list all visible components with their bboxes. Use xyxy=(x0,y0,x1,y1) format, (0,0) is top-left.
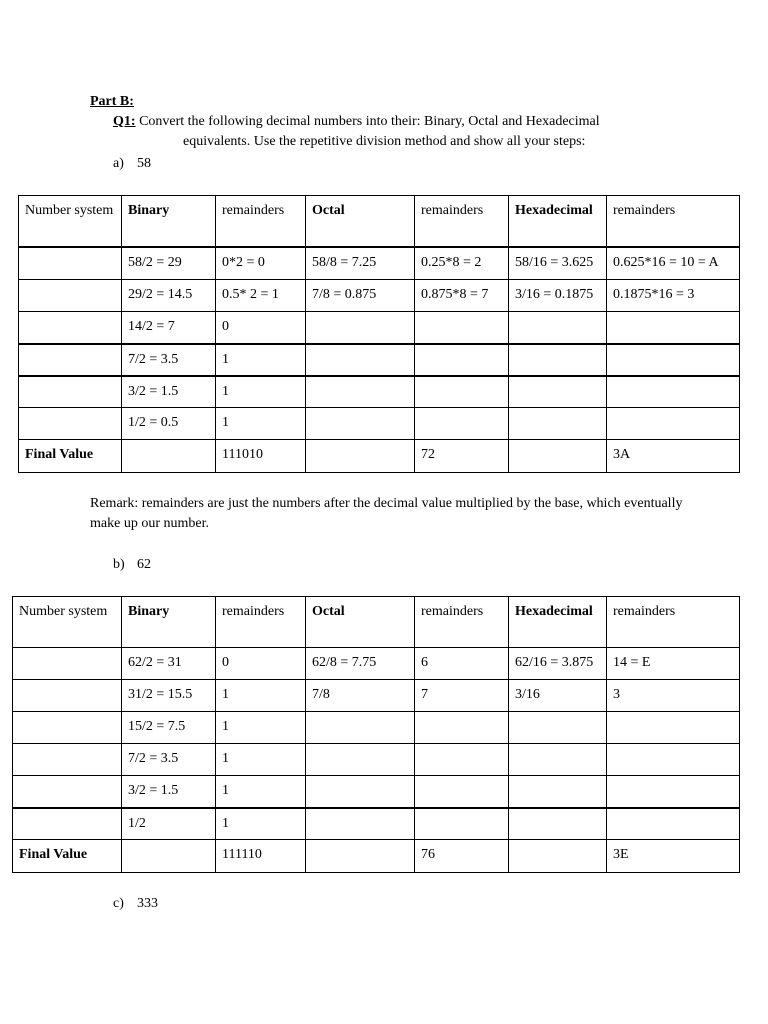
table-cell: 3 xyxy=(607,680,740,712)
subquestion-c xyxy=(113,896,158,912)
table-cell xyxy=(509,376,607,408)
octal-final-value: 76 xyxy=(415,840,509,873)
table-cell: 0 xyxy=(216,312,306,344)
table-cell xyxy=(607,808,740,840)
table-cell: 1 xyxy=(216,744,306,776)
table-cell xyxy=(415,408,509,440)
table-cell xyxy=(19,408,122,440)
table-cell xyxy=(19,312,122,344)
table-cell: 58/8 = 7.25 xyxy=(306,247,415,280)
subquestion-number: 62 xyxy=(137,557,151,572)
table-cell xyxy=(415,376,509,408)
table-cell: 14 = E xyxy=(607,648,740,680)
table-row xyxy=(13,712,740,744)
header-number-system: Number system xyxy=(19,196,122,247)
table-cell: 3/16 = 0.1875 xyxy=(509,280,607,312)
table-cell xyxy=(306,312,415,344)
table-cell xyxy=(509,312,607,344)
header-remainders: remainders xyxy=(415,597,509,648)
table-cell xyxy=(13,776,122,808)
table-cell: 1 xyxy=(216,344,306,376)
table-cell xyxy=(13,648,122,680)
table-row xyxy=(13,808,740,840)
table-cell xyxy=(415,312,509,344)
table-cell xyxy=(122,840,216,873)
table-row xyxy=(13,648,740,680)
subquestion-letter: a) xyxy=(113,156,124,171)
table-cell xyxy=(306,376,415,408)
table-cell xyxy=(306,712,415,744)
header-octal: Octal xyxy=(306,196,415,247)
table-row xyxy=(19,280,740,312)
table-cell xyxy=(19,344,122,376)
table-cell xyxy=(306,408,415,440)
table-cell xyxy=(19,376,122,408)
table-cell: 31/2 = 15.5 xyxy=(122,680,216,712)
table-cell xyxy=(607,712,740,744)
table-cell xyxy=(415,776,509,808)
remark-text: Remark: remainders are just the numbers after the decimal value multiplied by the base, which eventually make up our number. xyxy=(90,496,683,531)
subquestion-b xyxy=(113,557,151,573)
table-cell: 1 xyxy=(216,408,306,440)
table-cell: 0.25*8 = 2 xyxy=(415,247,509,280)
final-value-label: Final Value xyxy=(19,440,122,473)
table-cell: 1 xyxy=(216,712,306,744)
table-cell xyxy=(122,440,216,473)
table-cell: 1 xyxy=(216,376,306,408)
table-cell: 3/16 xyxy=(509,680,607,712)
question-text-1: Convert the following decimal numbers into their: Binary, Octal and Hexadecimal xyxy=(135,114,600,129)
table-cell xyxy=(415,344,509,376)
table-cell xyxy=(306,776,415,808)
table-cell: 0*2 = 0 xyxy=(216,247,306,280)
binary-final-value: 111110 xyxy=(216,840,306,873)
binary-final-value: 111010 xyxy=(216,440,306,473)
table-cell: 58/2 = 29 xyxy=(122,247,216,280)
table-cell: 7/8 = 0.875 xyxy=(306,280,415,312)
table-row xyxy=(19,408,740,440)
subquestion-number: 58 xyxy=(137,156,151,171)
header-binary: Binary xyxy=(122,196,216,247)
table-cell xyxy=(415,712,509,744)
table-cell xyxy=(607,744,740,776)
header-remainders: remainders xyxy=(216,196,306,247)
table-cell xyxy=(509,744,607,776)
question-line-1 xyxy=(113,114,600,130)
table-cell: 1 xyxy=(216,776,306,808)
table-cell xyxy=(306,808,415,840)
table-cell xyxy=(19,247,122,280)
table-cell: 1 xyxy=(216,680,306,712)
table-cell: 7/2 = 3.5 xyxy=(122,744,216,776)
table-cell xyxy=(306,440,415,473)
final-value-row xyxy=(13,840,740,873)
table-cell xyxy=(509,712,607,744)
table-cell: 0.625*16 = 10 = A xyxy=(607,247,740,280)
table-cell: 3/2 = 1.5 xyxy=(122,776,216,808)
table-cell xyxy=(509,408,607,440)
table-cell xyxy=(13,808,122,840)
question-label: Q1: xyxy=(113,114,136,129)
table-row xyxy=(13,776,740,808)
question-line-2: equivalents. Use the repetitive division method and show all your steps: xyxy=(183,134,586,149)
table-cell: 62/16 = 3.875 xyxy=(509,648,607,680)
conversion-table-a xyxy=(18,195,740,473)
final-value-row xyxy=(19,440,740,473)
table-row xyxy=(19,344,740,376)
table-row xyxy=(19,376,740,408)
table-cell xyxy=(415,808,509,840)
table-cell: 3/2 = 1.5 xyxy=(122,376,216,408)
table-cell xyxy=(607,312,740,344)
subquestion-letter: c) xyxy=(113,896,124,911)
table-cell: 0.5* 2 = 1 xyxy=(216,280,306,312)
table-cell xyxy=(13,680,122,712)
table-cell xyxy=(607,776,740,808)
part-title: Part B: xyxy=(90,94,134,109)
table-row xyxy=(13,744,740,776)
subquestion-a xyxy=(113,156,151,172)
table-row xyxy=(13,680,740,712)
octal-final-value: 72 xyxy=(415,440,509,473)
header-remainders: remainders xyxy=(607,597,740,648)
table-cell: 0.1875*16 = 3 xyxy=(607,280,740,312)
table-cell xyxy=(13,744,122,776)
final-value-label: Final Value xyxy=(13,840,122,873)
header-remainders: remainders xyxy=(216,597,306,648)
table-cell: 15/2 = 7.5 xyxy=(122,712,216,744)
table-cell xyxy=(19,280,122,312)
table-cell: 1/2 = 0.5 xyxy=(122,408,216,440)
table-cell: 62/8 = 7.75 xyxy=(306,648,415,680)
table-cell: 0.875*8 = 7 xyxy=(415,280,509,312)
table-cell xyxy=(509,808,607,840)
table-cell xyxy=(415,744,509,776)
table-cell xyxy=(306,744,415,776)
header-octal: Octal xyxy=(306,597,415,648)
table-cell: 7/8 xyxy=(306,680,415,712)
table-cell: 1/2 xyxy=(122,808,216,840)
table-cell: 62/2 = 31 xyxy=(122,648,216,680)
table-row xyxy=(19,247,740,280)
header-remainders: remainders xyxy=(607,196,740,247)
header-row xyxy=(13,597,740,648)
table-cell: 14/2 = 7 xyxy=(122,312,216,344)
table-cell: 1 xyxy=(216,808,306,840)
subquestion-letter: b) xyxy=(113,557,125,572)
table-cell xyxy=(13,712,122,744)
table-row xyxy=(19,312,740,344)
header-row xyxy=(19,196,740,247)
header-remainders: remainders xyxy=(415,196,509,247)
table-cell xyxy=(509,344,607,376)
header-hexadecimal: Hexadecimal xyxy=(509,597,607,648)
table-cell: 7/2 = 3.5 xyxy=(122,344,216,376)
table-cell xyxy=(509,840,607,873)
table-cell xyxy=(306,840,415,873)
table-cell xyxy=(607,376,740,408)
header-number-system: Number system xyxy=(13,597,122,648)
hexadecimal-final-value: 3E xyxy=(607,840,740,873)
header-binary: Binary xyxy=(122,597,216,648)
table-cell xyxy=(509,776,607,808)
table-cell xyxy=(509,440,607,473)
table-cell: 58/16 = 3.625 xyxy=(509,247,607,280)
table-cell: 0 xyxy=(216,648,306,680)
table-cell xyxy=(306,344,415,376)
table-cell: 7 xyxy=(415,680,509,712)
subquestion-number: 333 xyxy=(137,896,158,911)
table-cell: 6 xyxy=(415,648,509,680)
table-cell xyxy=(607,408,740,440)
header-hexadecimal: Hexadecimal xyxy=(509,196,607,247)
table-cell: 29/2 = 14.5 xyxy=(122,280,216,312)
conversion-table-b xyxy=(12,596,740,873)
table-cell xyxy=(607,344,740,376)
hexadecimal-final-value: 3A xyxy=(607,440,740,473)
